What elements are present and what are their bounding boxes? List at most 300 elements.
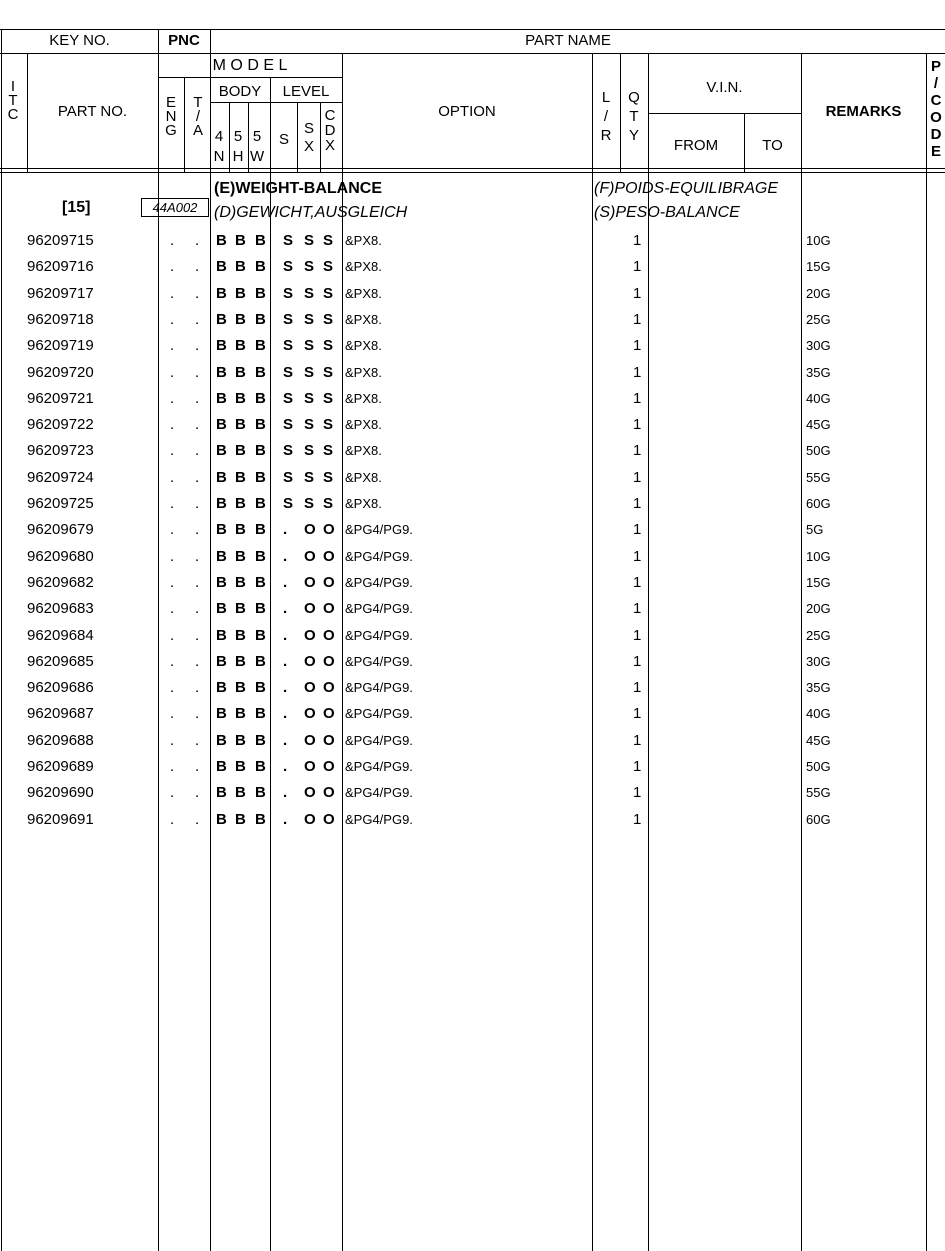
col-lr-qty [620,53,621,172]
body-4n-cell: B [216,389,227,407]
body-5w-cell: B [255,626,266,644]
ta-cell: . [195,705,200,723]
qty-cell: 1 [633,731,642,749]
part-no-cell: 96209691 [27,810,94,828]
body-5h-cell: B [235,521,246,539]
qty-cell: 1 [633,521,642,539]
eng-cell: . [170,758,175,775]
body-5w-cell: B [255,310,266,328]
ta-cell: . [195,652,200,670]
ta-cell: . [195,547,200,565]
option-cell: &PX8. [345,285,382,301]
group-name-d: (D)GEWICHT,AUSGLEICH [214,204,408,221]
header-bottom-border [0,168,945,169]
eng-cell: . [170,547,175,565]
level-sx-cell: S [304,258,315,276]
remarks-cell: 30G [806,338,831,354]
body-5h-cell: B [235,232,246,249]
eng-cell: . [170,652,175,670]
qty-cell: 1 [633,363,642,381]
body-col-5w: 5 W [250,128,265,165]
body-5h-cell: B [235,600,246,618]
eng-cell: . [170,626,175,644]
ta-cell: . [195,363,200,381]
level-sx-cell: S [304,363,315,381]
remarks-cell: 20G [806,601,831,617]
part-no-cell: 96209688 [27,731,94,749]
body-5h-cell: B [235,758,246,775]
table-row [0,233,945,259]
remarks-cell: 15G [806,259,831,275]
body-4n-cell: B [216,784,227,802]
eng-cell: . [170,521,175,539]
level-sx-cell: O [304,810,316,828]
option-cell: &PX8. [345,469,382,485]
level-cdx-cell: S [323,284,334,302]
level-s-cell: . [283,547,288,565]
body-5w-cell: B [255,495,266,512]
table-row [0,628,945,654]
pnc-header: PNC [168,32,200,49]
ta-cell: . [195,758,200,775]
body-5w-cell: B [255,521,266,539]
level-cdx-cell: S [323,258,334,276]
eng-cell: . [170,468,175,486]
header-top-border [0,29,945,30]
level-sx-cell: S [304,442,315,460]
body-5w-cell: B [255,573,266,591]
option-cell: &PG4/PG9. [345,522,413,538]
body-col-4n: 4 N [213,128,225,165]
remarks-cell: 60G [806,811,831,827]
body-5h-cell: B [235,363,246,381]
eng-cell: . [170,442,175,460]
col-b1-b2 [229,102,230,172]
qty-cell: 1 [633,232,642,249]
part-no-cell: 96209686 [27,679,94,697]
body-4n-cell: B [216,521,227,539]
remarks-cell: 45G [806,732,831,748]
group-key: [15] [62,199,91,216]
level-sx-cell: S [304,337,315,355]
level-cdx-cell: O [323,573,335,591]
lr-header: L / R [600,89,612,144]
body-4n-cell: B [216,258,227,276]
qty-cell: 1 [633,705,642,723]
remarks-cell: 45G [806,417,831,433]
ta-cell: . [195,495,200,512]
level-cdx-cell: O [323,547,335,565]
level-col-cdx: C D X [324,107,336,154]
table-row [0,654,945,680]
level-s-cell: S [283,258,294,276]
body-5w-cell: B [255,416,266,434]
group-name-e: (E)WEIGHT-BALANCE [214,180,382,197]
option-cell: &PX8. [345,233,382,248]
body-5h-cell: B [235,626,246,644]
body-5w-cell: B [255,363,266,381]
level-sx-cell: O [304,679,316,697]
remarks-cell: 5G [806,522,824,538]
body-5w-cell: B [255,258,266,276]
part-no-cell: 96209679 [27,521,94,539]
remarks-cell: 55G [806,469,831,485]
model-header: M O D E L [212,57,288,74]
group-name-s: (S)PESO-BALANCE [594,204,740,221]
level-sx-cell: O [304,547,316,565]
body-4n-cell: B [216,731,227,749]
part-no-cell: 96209689 [27,758,94,775]
table-row [0,680,945,706]
table-row [0,812,945,838]
qty-cell: 1 [633,784,642,802]
body-4n-cell: B [216,547,227,565]
level-sx-cell: O [304,521,316,539]
level-s-cell: . [283,600,288,618]
option-header: OPTION [438,103,496,120]
table-row [0,470,945,496]
ta-cell: . [195,679,200,697]
body-5w-cell: B [255,337,266,355]
col-b2-b3 [248,102,249,172]
eng-cell: . [170,573,175,591]
itc-header: I T C [7,78,19,123]
ta-cell: . [195,784,200,802]
level-cdx-cell: S [323,337,334,355]
eng-cell: . [170,784,175,802]
ta-cell: . [195,626,200,644]
body-4n-cell: B [216,810,227,828]
option-cell: &PG4/PG9. [345,785,413,801]
remarks-cell: 55G [806,785,831,801]
body-4n-cell: B [216,705,227,723]
body-5h-cell: B [235,573,246,591]
option-cell: &PG4/PG9. [345,732,413,748]
level-col-s: S [278,131,289,148]
ta-cell: . [195,232,200,249]
option-cell: &PG4/PG9. [345,548,413,564]
level-cdx-cell: O [323,758,335,775]
part-name-header: PART NAME [525,32,611,49]
qty-cell: 1 [633,652,642,670]
part-no-cell: 96209687 [27,705,94,723]
level-cdx-cell: O [323,784,335,802]
body-col-5h: 5 H [232,128,244,165]
body-5w-cell: B [255,389,266,407]
header-bottom-border-2 [0,172,945,173]
part-no-cell: 96209721 [27,389,94,407]
body-5h-cell: B [235,258,246,276]
qty-cell: 1 [633,573,642,591]
ta-cell: . [195,258,200,276]
qty-header: Q T Y [628,89,640,144]
ta-cell: . [195,731,200,749]
qty-cell: 1 [633,758,642,775]
remarks-cell: 10G [806,548,831,564]
level-s-cell: . [283,573,288,591]
eng-cell: . [170,731,175,749]
body-4n-cell: B [216,573,227,591]
body-4n-cell: B [216,310,227,328]
level-s-cell: . [283,758,288,775]
level-sx-cell: S [304,232,315,249]
body-5h-cell: B [235,389,246,407]
part-no-cell: 96209717 [27,284,94,302]
part-no-header: PART NO. [57,103,128,120]
header-row1-border [0,53,945,54]
table-row [0,365,945,391]
key-no-header: KEY NO. [49,32,110,49]
level-s-cell: S [283,416,294,434]
body-5h-cell: B [235,284,246,302]
body-5w-cell: B [255,810,266,828]
option-cell: &PX8. [345,496,382,511]
remarks-cell: 50G [806,443,831,459]
option-cell: &PX8. [345,364,382,380]
qty-cell: 1 [633,284,642,302]
body-4n-cell: B [216,679,227,697]
eng-cell: . [170,679,175,697]
option-cell: &PG4/PG9. [345,706,413,722]
remarks-cell: 35G [806,364,831,380]
qty-cell: 1 [633,626,642,644]
option-cell: &PG4/PG9. [345,680,413,696]
part-no-cell: 96209682 [27,573,94,591]
remarks-cell: 25G [806,311,831,327]
body-5h-cell: B [235,337,246,355]
level-sx-cell: O [304,573,316,591]
qty-cell: 1 [633,389,642,407]
qty-cell: 1 [633,416,642,434]
table-row [0,733,945,759]
level-sx-cell: S [304,284,315,302]
col-eng-ta [184,77,185,172]
level-s-cell: . [283,731,288,749]
level-s-cell: S [283,442,294,460]
body-4n-cell: B [216,363,227,381]
body-5w-cell: B [255,731,266,749]
part-no-cell: 96209720 [27,363,94,381]
part-no-cell: 96209718 [27,310,94,328]
level-s-cell: S [283,337,294,355]
vin-header: V.I.N. [706,79,743,96]
level-sx-cell: O [304,758,316,775]
level-cdx-cell: O [323,652,335,670]
table-row [0,785,945,811]
level-cdx-cell: S [323,389,334,407]
table-row [0,259,945,285]
body-5w-cell: B [255,547,266,565]
option-cell: &PG4/PG9. [345,574,413,590]
body-5h-cell: B [235,495,246,512]
body-5h-cell: B [235,679,246,697]
level-cdx-cell: S [323,363,334,381]
option-cell: &PX8. [345,311,382,327]
pcode-header: P / C O D E [930,58,942,160]
qty-cell: 1 [633,495,642,512]
level-cdx-cell: S [323,310,334,328]
level-s-cell: S [283,468,294,486]
level-s-cell: . [283,679,288,697]
part-no-cell: 96209683 [27,600,94,618]
body-4n-cell: B [216,468,227,486]
ta-cell: . [195,573,200,591]
part-no-cell: 96209724 [27,468,94,486]
level-cdx-cell: S [323,442,334,460]
option-cell: &PG4/PG9. [345,811,413,827]
body-5w-cell: B [255,758,266,775]
eng-cell: . [170,284,175,302]
level-cdx-cell: S [323,232,334,249]
remarks-cell: 30G [806,653,831,669]
table-row [0,443,945,469]
ta-cell: . [195,810,200,828]
level-cdx-cell: O [323,626,335,644]
body-5h-cell: B [235,705,246,723]
eng-cell: . [170,600,175,618]
table-row [0,601,945,627]
body-5h-cell: B [235,468,246,486]
option-cell: &PG4/PG9. [345,759,413,774]
part-no-cell: 96209722 [27,416,94,434]
level-cdx-cell: O [323,810,335,828]
group-pnc: 44A002 [141,198,209,217]
level-cdx-cell: O [323,600,335,618]
body-5w-cell: B [255,679,266,697]
level-cdx-cell: O [323,679,335,697]
ta-cell: . [195,521,200,539]
body-5w-cell: B [255,442,266,460]
eng-cell: . [170,705,175,723]
level-s-cell: . [283,652,288,670]
part-no-cell: 96209684 [27,626,94,644]
level-sx-cell: O [304,705,316,723]
level-sx-cell: O [304,652,316,670]
qty-cell: 1 [633,310,642,328]
option-cell: &PX8. [345,443,382,459]
level-sx-cell: O [304,626,316,644]
ta-header: T / A [192,94,203,139]
body-5w-cell: B [255,232,266,249]
eng-cell: . [170,337,175,355]
eng-cell: . [170,810,175,828]
level-cdx-cell: S [323,416,334,434]
level-s-cell: . [283,521,288,539]
body-5w-cell: B [255,284,266,302]
remarks-cell: 20G [806,285,831,301]
level-cdx-cell: S [323,495,334,512]
part-no-cell: 96209685 [27,652,94,670]
ta-cell: . [195,416,200,434]
body-5h-cell: B [235,652,246,670]
level-s-cell: . [283,784,288,802]
eng-cell: . [170,258,175,276]
body-4n-cell: B [216,416,227,434]
eng-cell: . [170,310,175,328]
level-sx-cell: S [304,416,315,434]
table-row [0,286,945,312]
level-cdx-cell: O [323,705,335,723]
level-sx-cell: S [304,389,315,407]
level-cdx-cell: S [323,468,334,486]
qty-cell: 1 [633,679,642,697]
table-row [0,312,945,338]
body-5w-cell: B [255,652,266,670]
col-l1-l2 [297,102,298,172]
remarks-cell: 40G [806,706,831,722]
level-sx-cell: O [304,784,316,802]
body-4n-cell: B [216,652,227,670]
body-5h-cell: B [235,784,246,802]
level-sx-cell: S [304,468,315,486]
remarks-header: REMARKS [825,103,902,120]
table-row [0,496,945,522]
ta-cell: . [195,442,200,460]
part-no-cell: 96209715 [27,232,94,249]
option-cell: &PX8. [345,338,382,354]
option-cell: &PX8. [345,390,382,406]
level-s-cell: S [283,495,294,512]
qty-cell: 1 [633,810,642,828]
vin-sub-border [648,113,801,114]
remarks-cell: 50G [806,759,831,774]
level-sx-cell: O [304,600,316,618]
part-no-cell: 96209680 [27,547,94,565]
level-s-cell: . [283,810,288,828]
level-s-cell: S [283,232,294,249]
ta-cell: . [195,337,200,355]
table-row [0,417,945,443]
eng-cell: . [170,495,175,512]
ta-cell: . [195,468,200,486]
qty-cell: 1 [633,600,642,618]
remarks-cell: 60G [806,496,831,511]
table-row [0,759,945,785]
remarks-cell: 15G [806,574,831,590]
body-5w-cell: B [255,705,266,723]
table-row [0,522,945,548]
body-4n-cell: B [216,495,227,512]
level-s-cell: S [283,284,294,302]
from-header: FROM [673,137,719,154]
level-sx-cell: S [304,310,315,328]
body-4n-cell: B [216,232,227,249]
body-4n-cell: B [216,626,227,644]
part-no-cell: 96209716 [27,258,94,276]
level-col-sx: S X [303,120,314,155]
model-sub-border [158,77,343,78]
body-5h-cell: B [235,442,246,460]
body-4n-cell: B [216,758,227,775]
eng-cell: . [170,232,175,249]
qty-cell: 1 [633,258,642,276]
part-no-cell: 96209725 [27,495,94,512]
eng-cell: . [170,389,175,407]
option-cell: &PX8. [345,417,382,433]
ta-cell: . [195,310,200,328]
ta-cell: . [195,389,200,407]
table-row [0,549,945,575]
level-cdx-cell: O [323,521,335,539]
part-no-cell: 96209719 [27,337,94,355]
ta-cell: . [195,284,200,302]
level-s-cell: S [283,389,294,407]
level-header: LEVEL [282,83,330,100]
table-row [0,338,945,364]
body-4n-cell: B [216,284,227,302]
part-no-cell: 96209723 [27,442,94,460]
qty-cell: 1 [633,337,642,355]
